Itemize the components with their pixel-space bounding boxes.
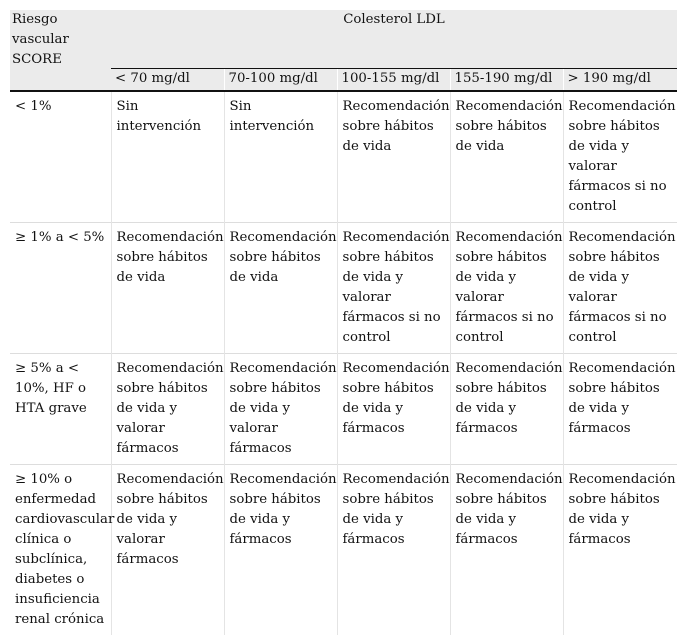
recommendation-cell: Recomendación sobre hábitos de vida y valorar fármacos si no control xyxy=(563,91,677,223)
recommendation-cell: Recomendación sobre hábitos de vida y fármacos xyxy=(224,465,337,635)
ldl-column-header: 155-190 mg/dl xyxy=(450,69,563,92)
ldl-recommendation-table xyxy=(10,10,677,635)
table-row xyxy=(10,465,677,635)
ldl-column-header: > 190 mg/dl xyxy=(563,69,677,92)
recommendation-cell: Recomendación sobre hábitos de vida y valorar fármacos xyxy=(224,354,337,465)
recommendation-cell: Recomendación sobre hábitos de vida y valorar fármacos xyxy=(111,354,224,465)
risk-column-header: Riesgo vascular SCORE xyxy=(10,10,111,91)
recommendation-cell: Recomendación sobre hábitos de vida y valorar fármacos si no control xyxy=(337,223,450,354)
risk-cell: < 1% xyxy=(10,91,111,223)
recommendation-cell: Recomendación sobre hábitos de vida y fármacos xyxy=(450,465,563,635)
ldl-group-header: Colesterol LDL xyxy=(111,10,677,69)
recommendation-cell: Recomendación sobre hábitos de vida y fármacos xyxy=(450,354,563,465)
recommendation-cell: Sin intervención xyxy=(111,91,224,223)
recommendation-cell: Sin intervención xyxy=(224,91,337,223)
table-row xyxy=(10,91,677,223)
risk-cell: ≥ 5% a < 10%, HF o HTA grave xyxy=(10,354,111,465)
ldl-column-header: < 70 mg/dl xyxy=(111,69,224,92)
recommendation-cell: Recomendación sobre hábitos de vida xyxy=(337,91,450,223)
recommendation-cell: Recomendación sobre hábitos de vida xyxy=(111,223,224,354)
recommendation-cell: Recomendación sobre hábitos de vida y valorar fármacos si no control xyxy=(563,223,677,354)
table-row xyxy=(10,223,677,354)
recommendation-cell: Recomendación sobre hábitos de vida y fármacos xyxy=(337,465,450,635)
ldl-column-header: 100-155 mg/dl xyxy=(337,69,450,92)
recommendation-cell: Recomendación sobre hábitos de vida y valorar fármacos si no control xyxy=(450,223,563,354)
recommendation-cell: Recomendación sobre hábitos de vida y fármacos xyxy=(563,465,677,635)
recommendation-cell: Recomendación sobre hábitos de vida xyxy=(224,223,337,354)
recommendation-cell: Recomendación sobre hábitos de vida xyxy=(450,91,563,223)
recommendation-cell: Recomendación sobre hábitos de vida y valorar fármacos xyxy=(111,465,224,635)
table-row xyxy=(10,354,677,465)
recommendation-cell: Recomendación sobre hábitos de vida y fármacos xyxy=(337,354,450,465)
risk-cell: ≥ 1% a < 5% xyxy=(10,223,111,354)
ldl-column-header: 70-100 mg/dl xyxy=(224,69,337,92)
recommendation-cell: Recomendación sobre hábitos de vida y fármacos xyxy=(563,354,677,465)
risk-cell: ≥ 10% o enfermedad cardiovascular clínica o subclínica, diabetes o insuficiencia renal crónica xyxy=(10,465,111,635)
